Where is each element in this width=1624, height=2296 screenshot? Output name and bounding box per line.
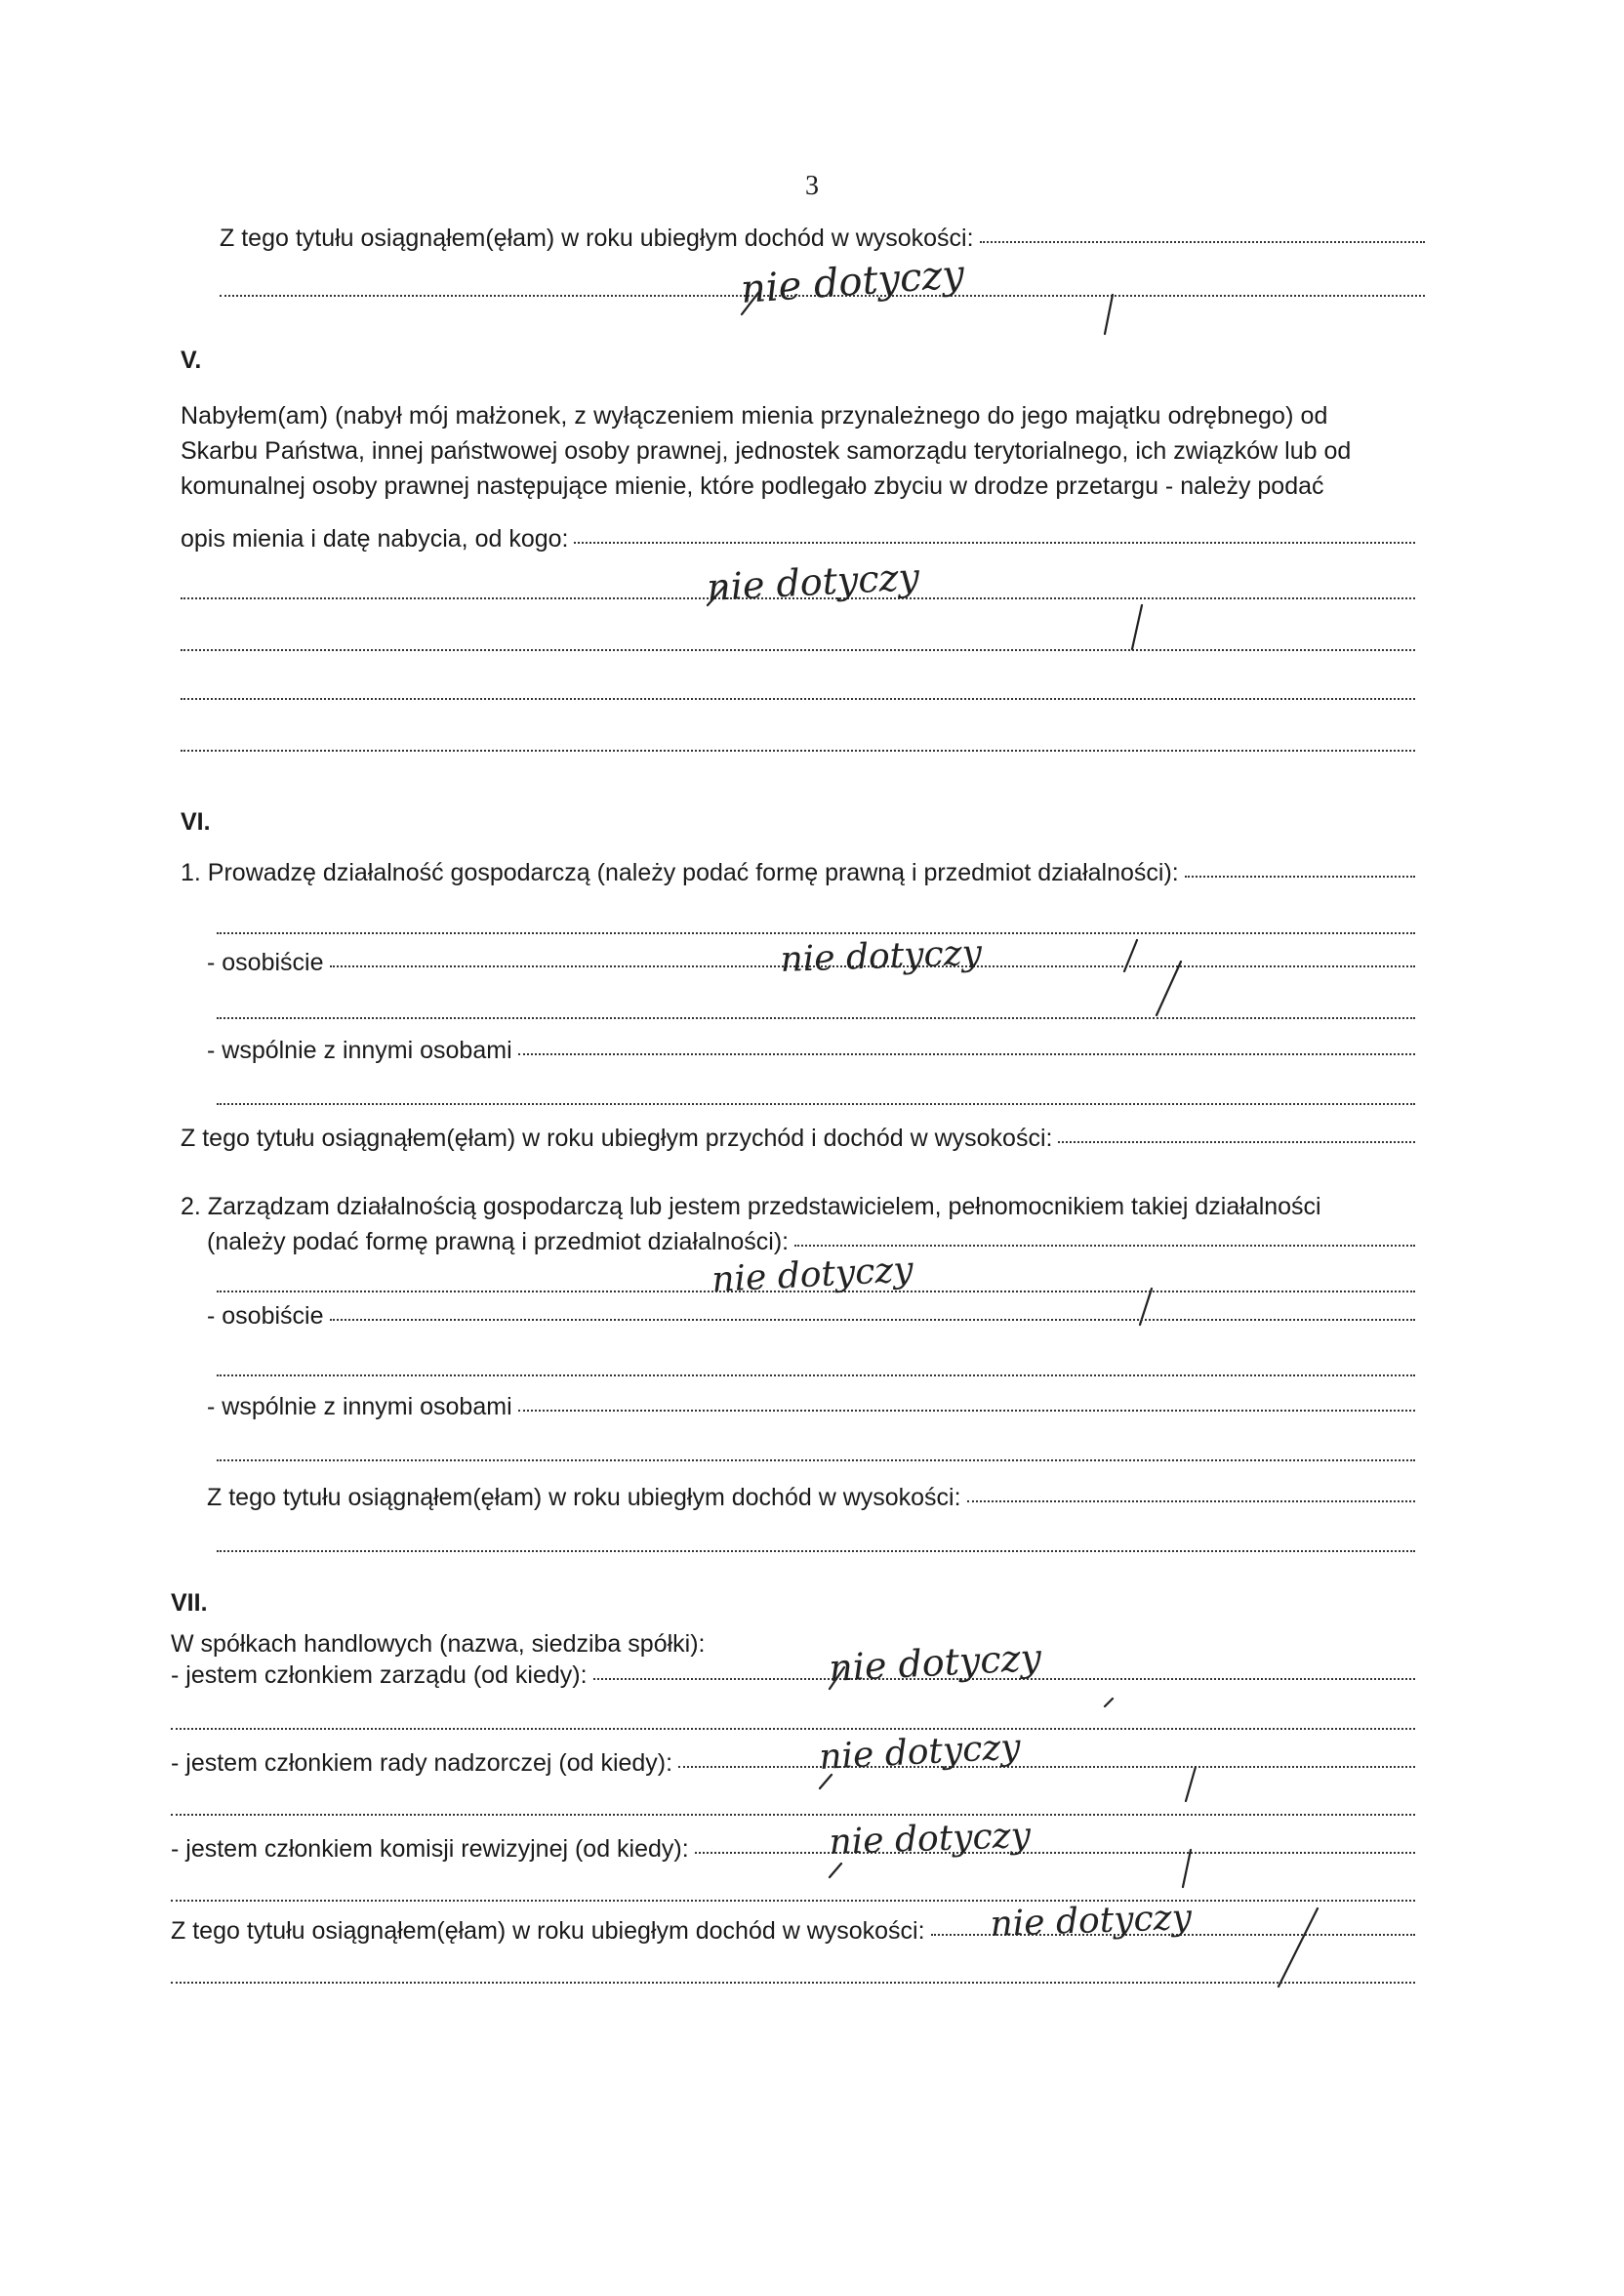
svg-text:nie dotyczy: nie dotyczy (828, 1635, 1043, 1690)
handwritten-not-applicable (698, 556, 1205, 654)
vi-jointly-2-label: - wspólnie z innymi osobami (207, 1393, 512, 1420)
dotted-line (217, 1017, 1415, 1019)
section-v-line-4 (181, 523, 1415, 554)
vi-jointly-row (207, 1035, 1415, 1066)
vi-personally-2-row (207, 1300, 1415, 1332)
svg-text:nie dotyczy: nie dotyczy (989, 1897, 1193, 1945)
dotted-line (217, 1374, 1415, 1376)
vii-board-label: - jestem członkiem zarządu (od kiedy): (171, 1661, 588, 1689)
svg-text:nie dotyczy: nie dotyczy (739, 252, 966, 312)
section-v-last-label: opis mienia i datę nabycia, od kogo: (181, 525, 569, 553)
dotted-fill (330, 1319, 1416, 1321)
dotted-fill (967, 1500, 1415, 1502)
top-income-line (220, 223, 1425, 254)
vi-item-2-line-1: 2. Zarządzam działalnością gospodarczą lub jestem przedstawicielem, pełnomocnikiem takiej działalności (181, 1193, 1321, 1220)
vi-item-1 (181, 857, 1415, 888)
vi-item-2 (181, 1189, 1440, 1224)
handwritten-not-applicable (986, 1889, 1376, 1996)
dotted-fill (518, 1053, 1415, 1055)
dotted-line (181, 698, 1415, 700)
dotted-fill (980, 241, 1425, 243)
dotted-fill (1058, 1141, 1415, 1143)
dotted-fill (1185, 876, 1415, 878)
vi-item-1-label: 1. Prowadzę działalność gospodarczą (należy podać formę prawną i przedmiot działalności): (181, 859, 1179, 886)
handwritten-not-applicable (820, 1811, 1269, 1899)
dotted-line (171, 1982, 1415, 1984)
vi-income-revenue-label: Z tego tytułu osiągnąłem(ęłam) w roku ubiegłym przychód i dochód w wysokości: (181, 1125, 1053, 1152)
handwritten-not-applicable (810, 1728, 1259, 1816)
handwritten-not-applicable (722, 252, 1181, 344)
vi-personally-2-label: - osobiście (207, 1302, 324, 1330)
dotted-fill (518, 1410, 1415, 1412)
vii-companies-label: W spółkach handlowych (nazwa, siedziba spółki): (171, 1630, 706, 1658)
vii-audit-label: - jestem członkiem komisji rewizyjnej (od kiedy): (171, 1835, 689, 1863)
dotted-line (217, 1103, 1415, 1105)
vi-income-revenue-row (181, 1123, 1415, 1154)
section-v-line-2: Skarbu Państwa, innej państwowej osoby prawnej, jednostek samorządu terytorialnego, ich związków lub od (181, 437, 1352, 465)
vi-income-2-label: Z tego tytułu osiągnąłem(ęłam) w roku ubiegłym dochód w wysokości: (207, 1484, 961, 1511)
dotted-fill (574, 542, 1415, 544)
section-v-line-1: Nabyłem(am) (nabył mój małżonek, z wyłączeniem mienia przynależnego do jego majątku odrębnego) od (181, 402, 1328, 430)
section-v-paragraph (181, 398, 1440, 504)
dotted-line (181, 750, 1415, 752)
top-income-label: Z tego tytułu osiągnąłem(ęłam) w roku ubiegłym dochód w wysokości: (220, 225, 974, 252)
section-v-line-3: komunalnej osoby prawnej następujące mienie, które podlegało zbyciu w drodze przetargu - należy podać (181, 472, 1324, 500)
handwritten-not-applicable (820, 1628, 1288, 1716)
section-vii-heading: VII. (171, 1589, 208, 1617)
vi-item-2-label: (należy podać formę prawną i przedmiot działalności): (207, 1228, 790, 1255)
svg-text:nie dotyczy: nie dotyczy (818, 1727, 1022, 1778)
vii-supervisory-label: - jestem członkiem rady nadzorczej (od kiedy): (171, 1749, 673, 1777)
svg-text:nie dotyczy: nie dotyczy (710, 1250, 914, 1300)
dotted-line (217, 1459, 1415, 1461)
vi-jointly-label: - wspólnie z innymi osobami (207, 1037, 512, 1064)
dotted-fill (794, 1245, 1415, 1247)
handwritten-not-applicable (771, 932, 1220, 1020)
vi-item-2-line-2 (207, 1226, 1415, 1257)
vi-income-2-row (207, 1482, 1415, 1513)
dotted-line (217, 1550, 1415, 1552)
svg-text:nie dotyczy: nie dotyczy (828, 1815, 1032, 1863)
page-number: 3 (805, 171, 819, 201)
vi-personally-label: - osobiście (207, 949, 324, 976)
vii-income-label: Z tego tytułu osiągnąłem(ęłam) w roku ubiegłym dochód w wysokości: (171, 1917, 925, 1945)
section-v-heading: V. (181, 347, 202, 374)
svg-text:nie dotyczy: nie dotyczy (779, 932, 983, 980)
section-vi-heading: VI. (181, 808, 211, 836)
svg-text:nie dotyczy: nie dotyczy (706, 554, 921, 609)
vi-jointly-2-row (207, 1391, 1415, 1422)
